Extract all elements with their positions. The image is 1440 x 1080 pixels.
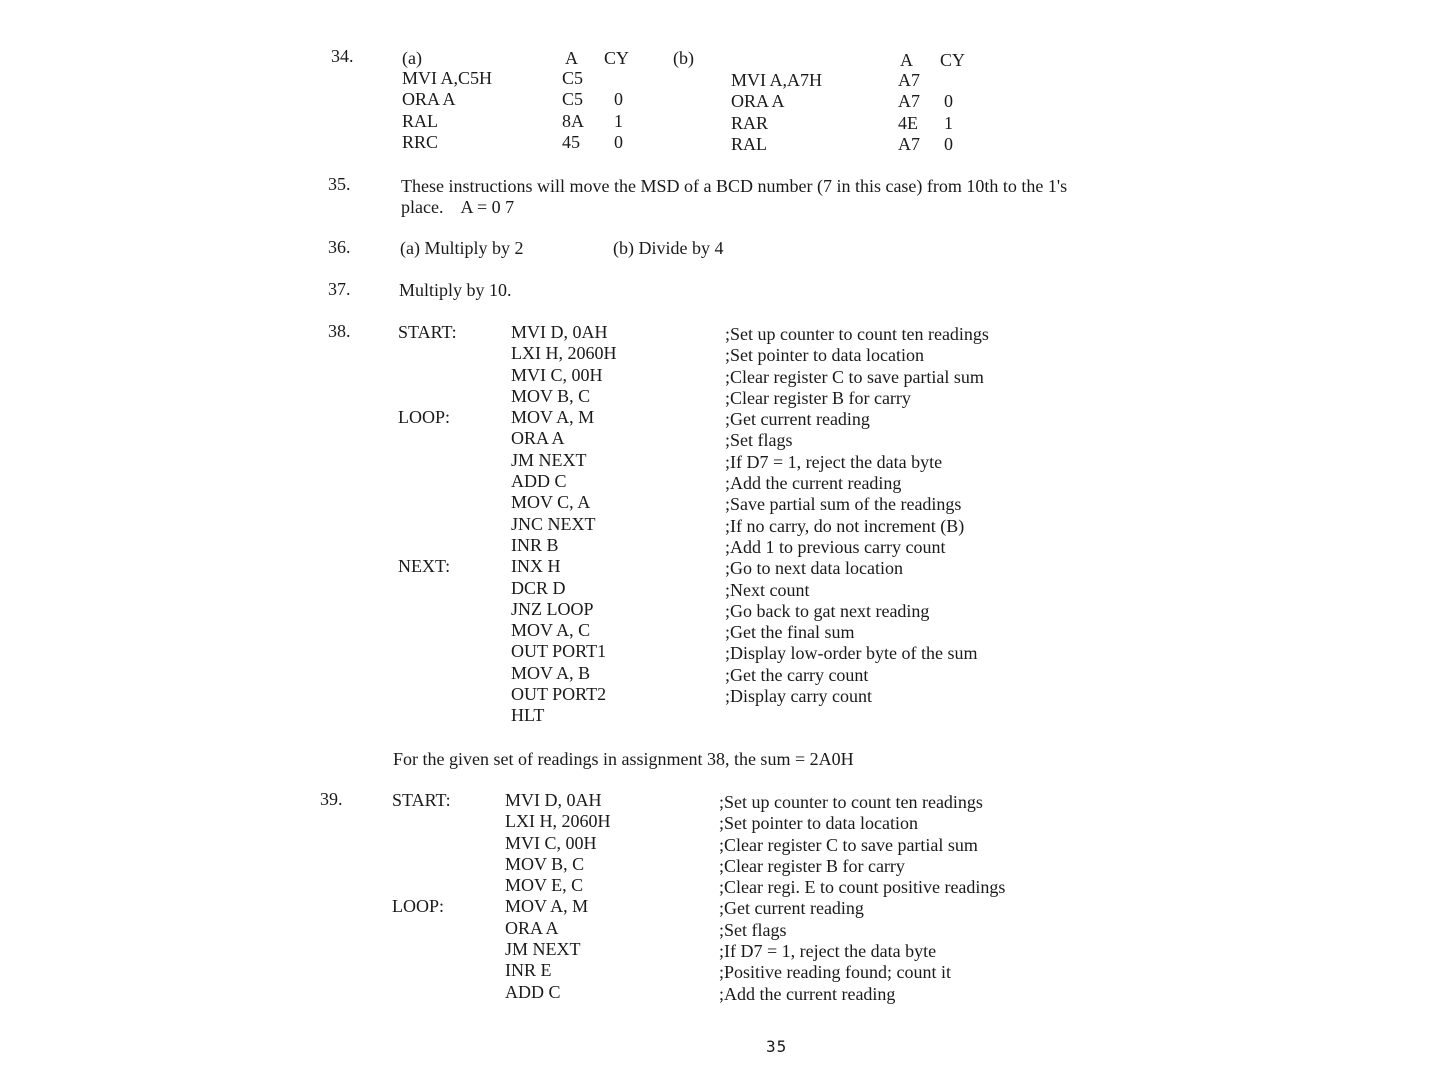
q38-instruction: MOV C, A xyxy=(511,492,591,513)
q38-instruction: JM NEXT xyxy=(511,449,587,470)
q38-labels xyxy=(398,322,457,727)
q34a-cy-value xyxy=(614,68,623,89)
q38-label: LOOP: xyxy=(398,407,451,428)
q39-comment: ;Set pointer to data location xyxy=(719,813,918,834)
q35-line-2: place. A = 0 7 xyxy=(401,197,515,217)
q38-label xyxy=(398,386,457,407)
q39-comment: ;Get current reading xyxy=(719,898,864,919)
q34a-header-cy: CY xyxy=(604,48,630,68)
q34a-a-value: C5 xyxy=(562,68,584,88)
q38-label: NEXT: xyxy=(398,556,451,577)
q38-comment: ;Next count xyxy=(725,579,810,600)
q39-label xyxy=(392,918,451,939)
q34a-cy-value: 1 xyxy=(614,110,623,131)
q39-label: LOOP: xyxy=(392,896,445,917)
q38-label xyxy=(398,450,457,471)
q36-part-a: (a) Multiply by 2 xyxy=(400,238,524,258)
q39-comments xyxy=(719,792,1005,1005)
q36-part-b: (b) Divide by 4 xyxy=(613,238,724,258)
q39-instruction: MOV B, C xyxy=(505,853,585,874)
q38-instruction: MVI C, 00H xyxy=(511,364,603,385)
q38-instruction: MOV A, C xyxy=(511,620,591,641)
q34b-label: (b) xyxy=(673,48,694,68)
q39-instruction: ADD C xyxy=(505,981,561,1002)
q38-instruction: DCR D xyxy=(511,577,566,598)
q38-number: 38. xyxy=(328,321,351,341)
q34a-a-values xyxy=(562,68,584,153)
q39-comment: ;Clear register B for carry xyxy=(719,855,905,876)
q39-instruction: INR E xyxy=(505,960,552,981)
q38-instructions xyxy=(511,322,617,727)
q38-instruction: MVI D, 0AH xyxy=(511,322,608,342)
q34b-instructions xyxy=(731,70,822,155)
q37-text: Multiply by 10. xyxy=(399,280,512,300)
q39-label: START: xyxy=(392,790,451,810)
q34a-label: (a) xyxy=(402,48,422,68)
q38-instruction: INR B xyxy=(511,534,559,555)
q34b-cy-value: 0 xyxy=(944,133,953,154)
q38-comment: ;If no carry, do not increment (B) xyxy=(725,515,965,536)
q38-comment: ;If D7 = 1, reject the data byte xyxy=(725,451,943,472)
q38-label xyxy=(398,620,457,641)
q38-label xyxy=(398,641,457,662)
q34b-cy-values xyxy=(944,70,953,155)
q38-comment: ;Get the final sum xyxy=(725,622,855,643)
q34b-cy-value: 0 xyxy=(944,91,953,112)
q34a-cy-values xyxy=(614,68,623,153)
q34b-a-value: 4E xyxy=(898,112,918,133)
q38-instruction: ADD C xyxy=(511,471,567,492)
q38-comment: ;Get the carry count xyxy=(725,664,869,685)
q34b-cy-value: 1 xyxy=(944,112,953,133)
q34-number: 34. xyxy=(331,46,354,66)
q38-comments xyxy=(725,324,989,729)
q34a-instruction: RRC xyxy=(402,131,439,152)
q36-number: 36. xyxy=(328,237,351,257)
q38-instruction: ORA A xyxy=(511,428,565,449)
q34a-header-a: A xyxy=(565,48,578,68)
q34a-a-value: C5 xyxy=(562,89,584,110)
q35-text xyxy=(401,176,1067,218)
q39-label xyxy=(392,811,451,832)
q39-number: 39. xyxy=(320,789,343,809)
q39-comment: ;Positive reading found; count it xyxy=(719,962,951,983)
q39-label xyxy=(392,960,451,981)
q38-comment: ;Display low-order byte of the sum xyxy=(725,643,978,664)
q34b-a-value: A7 xyxy=(898,91,920,112)
q39-comment: ;Clear register C to save partial sum xyxy=(719,834,978,855)
q38-comment xyxy=(725,707,989,728)
q34a-instruction: MVI A,C5H xyxy=(402,68,493,88)
q39-comment: ;Clear regi. E to count positive readings xyxy=(719,877,1006,898)
q38-label xyxy=(398,492,457,513)
q38-label xyxy=(398,365,457,386)
q38-instruction: JNC NEXT xyxy=(511,513,596,534)
q34a-instruction: RAL xyxy=(402,110,438,131)
q38-instruction: MOV B, C xyxy=(511,385,591,406)
q38-instruction: JNZ LOOP xyxy=(511,598,594,619)
q34b-instruction: MVI A,A7H xyxy=(731,70,823,90)
q37-number: 37. xyxy=(328,279,351,299)
q39-labels xyxy=(392,790,451,1003)
q39-instruction: JM NEXT xyxy=(505,939,581,960)
q38-comment: ;Set pointer to data location xyxy=(725,345,924,366)
q38-comment: ;Add 1 to previous carry count xyxy=(725,536,946,557)
q38-label xyxy=(398,663,457,684)
q34b-cy-value xyxy=(944,70,953,91)
q38-label xyxy=(398,471,457,492)
q38-instruction: LXI H, 2060H xyxy=(511,343,617,364)
q38-label xyxy=(398,428,457,449)
q39-label xyxy=(392,833,451,854)
q38-comment: ;Set flags xyxy=(725,430,793,451)
q38-comment: ;Clear register C to save partial sum xyxy=(725,366,984,387)
q34a-a-value: 8A xyxy=(562,110,584,131)
q34b-header-cy: CY xyxy=(940,50,966,70)
q38-label xyxy=(398,535,457,556)
q34b-a-value: A7 xyxy=(898,133,920,154)
q38-instruction: INX H xyxy=(511,556,561,577)
q38-instruction: HLT xyxy=(511,705,545,726)
q34b-a-values xyxy=(898,70,920,155)
q34b-instruction: RAL xyxy=(731,133,767,154)
q34b-header-a: A xyxy=(900,50,913,70)
q34a-instruction: ORA A xyxy=(402,89,456,110)
q38-instruction: OUT PORT1 xyxy=(511,641,607,662)
q38-label xyxy=(398,343,457,364)
q39-label xyxy=(392,875,451,896)
q39-instruction: MVI D, 0AH xyxy=(505,790,602,810)
q38-instruction: OUT PORT2 xyxy=(511,684,607,705)
q34b-a-value: A7 xyxy=(898,70,920,90)
q39-label xyxy=(392,939,451,960)
q38-sum-note: For the given set of readings in assignment 38, the sum = 2A0H xyxy=(393,749,854,769)
q38-comment: ;Go back to gat next reading xyxy=(725,600,930,621)
q39-label xyxy=(392,982,451,1003)
q39-comment: ;Set flags xyxy=(719,919,787,940)
q34a-a-value: 45 xyxy=(562,131,580,152)
q35-number: 35. xyxy=(328,174,351,194)
q34a-cy-value: 0 xyxy=(614,89,623,110)
q38-comment: ;Clear register B for carry xyxy=(725,387,911,408)
q38-comment: ;Add the current reading xyxy=(725,473,902,494)
q38-comment: ;Save partial sum of the readings xyxy=(725,494,962,515)
q38-label xyxy=(398,684,457,705)
q38-comment: ;Get current reading xyxy=(725,409,870,430)
q34a-instructions xyxy=(402,68,492,153)
q34b-instruction: ORA A xyxy=(731,91,785,112)
q38-label xyxy=(398,514,457,535)
q34b-instruction: RAR xyxy=(731,112,769,133)
q39-comment: ;Set up counter to count ten readings xyxy=(719,792,983,812)
q39-instruction: LXI H, 2060H xyxy=(505,811,611,832)
q39-instructions xyxy=(505,790,611,1003)
q38-label: START: xyxy=(398,322,457,342)
q39-instruction: MOV E, C xyxy=(505,875,584,896)
q39-instruction: MVI C, 00H xyxy=(505,832,597,853)
page-number: 35 xyxy=(766,1037,788,1056)
q35-line-1: These instructions will move the MSD of a BCD number (7 in this case) from 10th to the 1's xyxy=(401,176,1068,196)
q39-label xyxy=(392,854,451,875)
q38-instruction: MOV A, M xyxy=(511,407,595,428)
q39-comment: ;Add the current reading xyxy=(719,983,896,1004)
q38-comment: ;Set up counter to count ten readings xyxy=(725,324,989,344)
q38-label xyxy=(398,599,457,620)
q38-label xyxy=(398,705,457,726)
q38-comment: ;Display carry count xyxy=(725,686,872,707)
q38-label xyxy=(398,578,457,599)
q34a-cy-value: 0 xyxy=(614,131,623,152)
q39-instruction: ORA A xyxy=(505,917,559,938)
q38-comment: ;Go to next data location xyxy=(725,558,903,579)
q38-instruction: MOV A, B xyxy=(511,662,591,683)
q39-instruction: MOV A, M xyxy=(505,896,589,917)
q39-comment: ;If D7 = 1, reject the data byte xyxy=(719,941,937,962)
